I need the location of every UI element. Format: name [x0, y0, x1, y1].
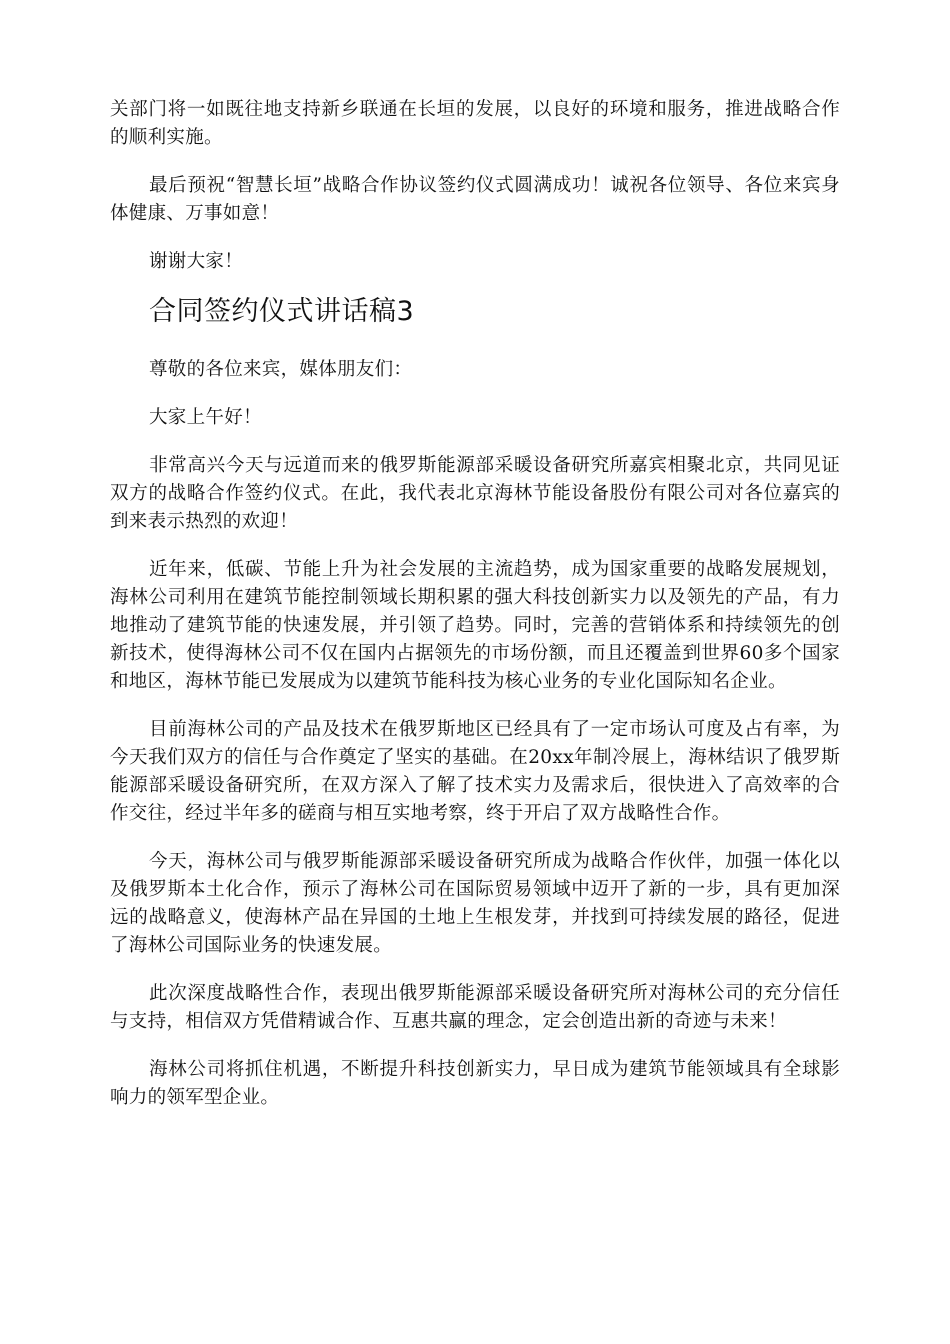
body-paragraph: 目前海林公司的产品及技术在俄罗斯地区已经具有了一定市场认可度及占有率，为今天我们双方的信任与合作奠定了坚实的基础。在20xx年制冷展上，海林结识了俄罗斯能源部采暖设备研究所，在双方深入了解了技术实力及需求后，很快进入了高效率的合作交往，经过半年多的磋商与相互实地考察，终于开启了双方战略性合作。: [110, 719, 840, 824]
body-paragraph: 今天，海林公司与俄罗斯能源部采暖设备研究所成为战略合作伙伴，加强一体化以及俄罗斯本土化合作，预示了海林公司在国际贸易领域中迈开了新的一步，具有更加深远的战略意义，使海林产品在异国的土地上生根发芽，并找到可持续发展的路径，促进了海林公司国际业务的快速发展。: [110, 851, 840, 956]
greeting-paragraph: 大家上午好！: [149, 407, 262, 428]
body-paragraph: 此次深度战略性合作，表现出俄罗斯能源部采暖设备研究所对海林公司的充分信任与支持，相信双方凭借精诚合作、互惠共赢的理念，定会创造出新的奇迹与未来！: [110, 983, 840, 1032]
continued-paragraph: 关部门将一如既往地支持新乡联通在长垣的发展，以良好的环境和服务，推进战略合作的顺利实施。: [110, 99, 840, 148]
document-page: [110, 96, 840, 1112]
body-paragraph: 近年来，低碳、节能上升为社会发展的主流趋势，成为国家重要的战略发展规划，海林公司利用在建筑节能控制领域长期积累的强大科技创新实力以及领先的产品，有力地推动了建筑节能的快速发展，并引领了趋势。同时，完善的营销体系和持续领先的创新技术，使得海林公司不仅在国内占据领先的市场份额，而且还覆盖到世界60多个国家和地区，海林节能已发展成为以建筑节能科技为核心业务的专业化国际知名企业。: [110, 559, 840, 692]
salutation-paragraph: 尊敬的各位来宾，媒体朋友们：: [149, 359, 413, 380]
body-paragraph: 海林公司将抓住机遇，不断提升科技创新实力，早日成为建筑节能领域具有全球影响力的领军型企业。: [110, 1059, 840, 1108]
thanks-paragraph: 谢谢大家！: [149, 251, 244, 272]
closing-wish-paragraph: 最后预祝“智慧长垣”战略合作协议签约仪式圆满成功！诚祝各位领导、各位来宾身体健康、万事如意！: [110, 175, 840, 224]
body-paragraph: 非常高兴今天与远道而来的俄罗斯能源部采暖设备研究所嘉宾相聚北京，共同见证双方的战略合作签约仪式。在此，我代表北京海林节能设备股份有限公司对各位嘉宾的到来表示热烈的欢迎！: [110, 455, 840, 532]
section-title: 合同签约仪式讲话稿3: [149, 296, 415, 327]
